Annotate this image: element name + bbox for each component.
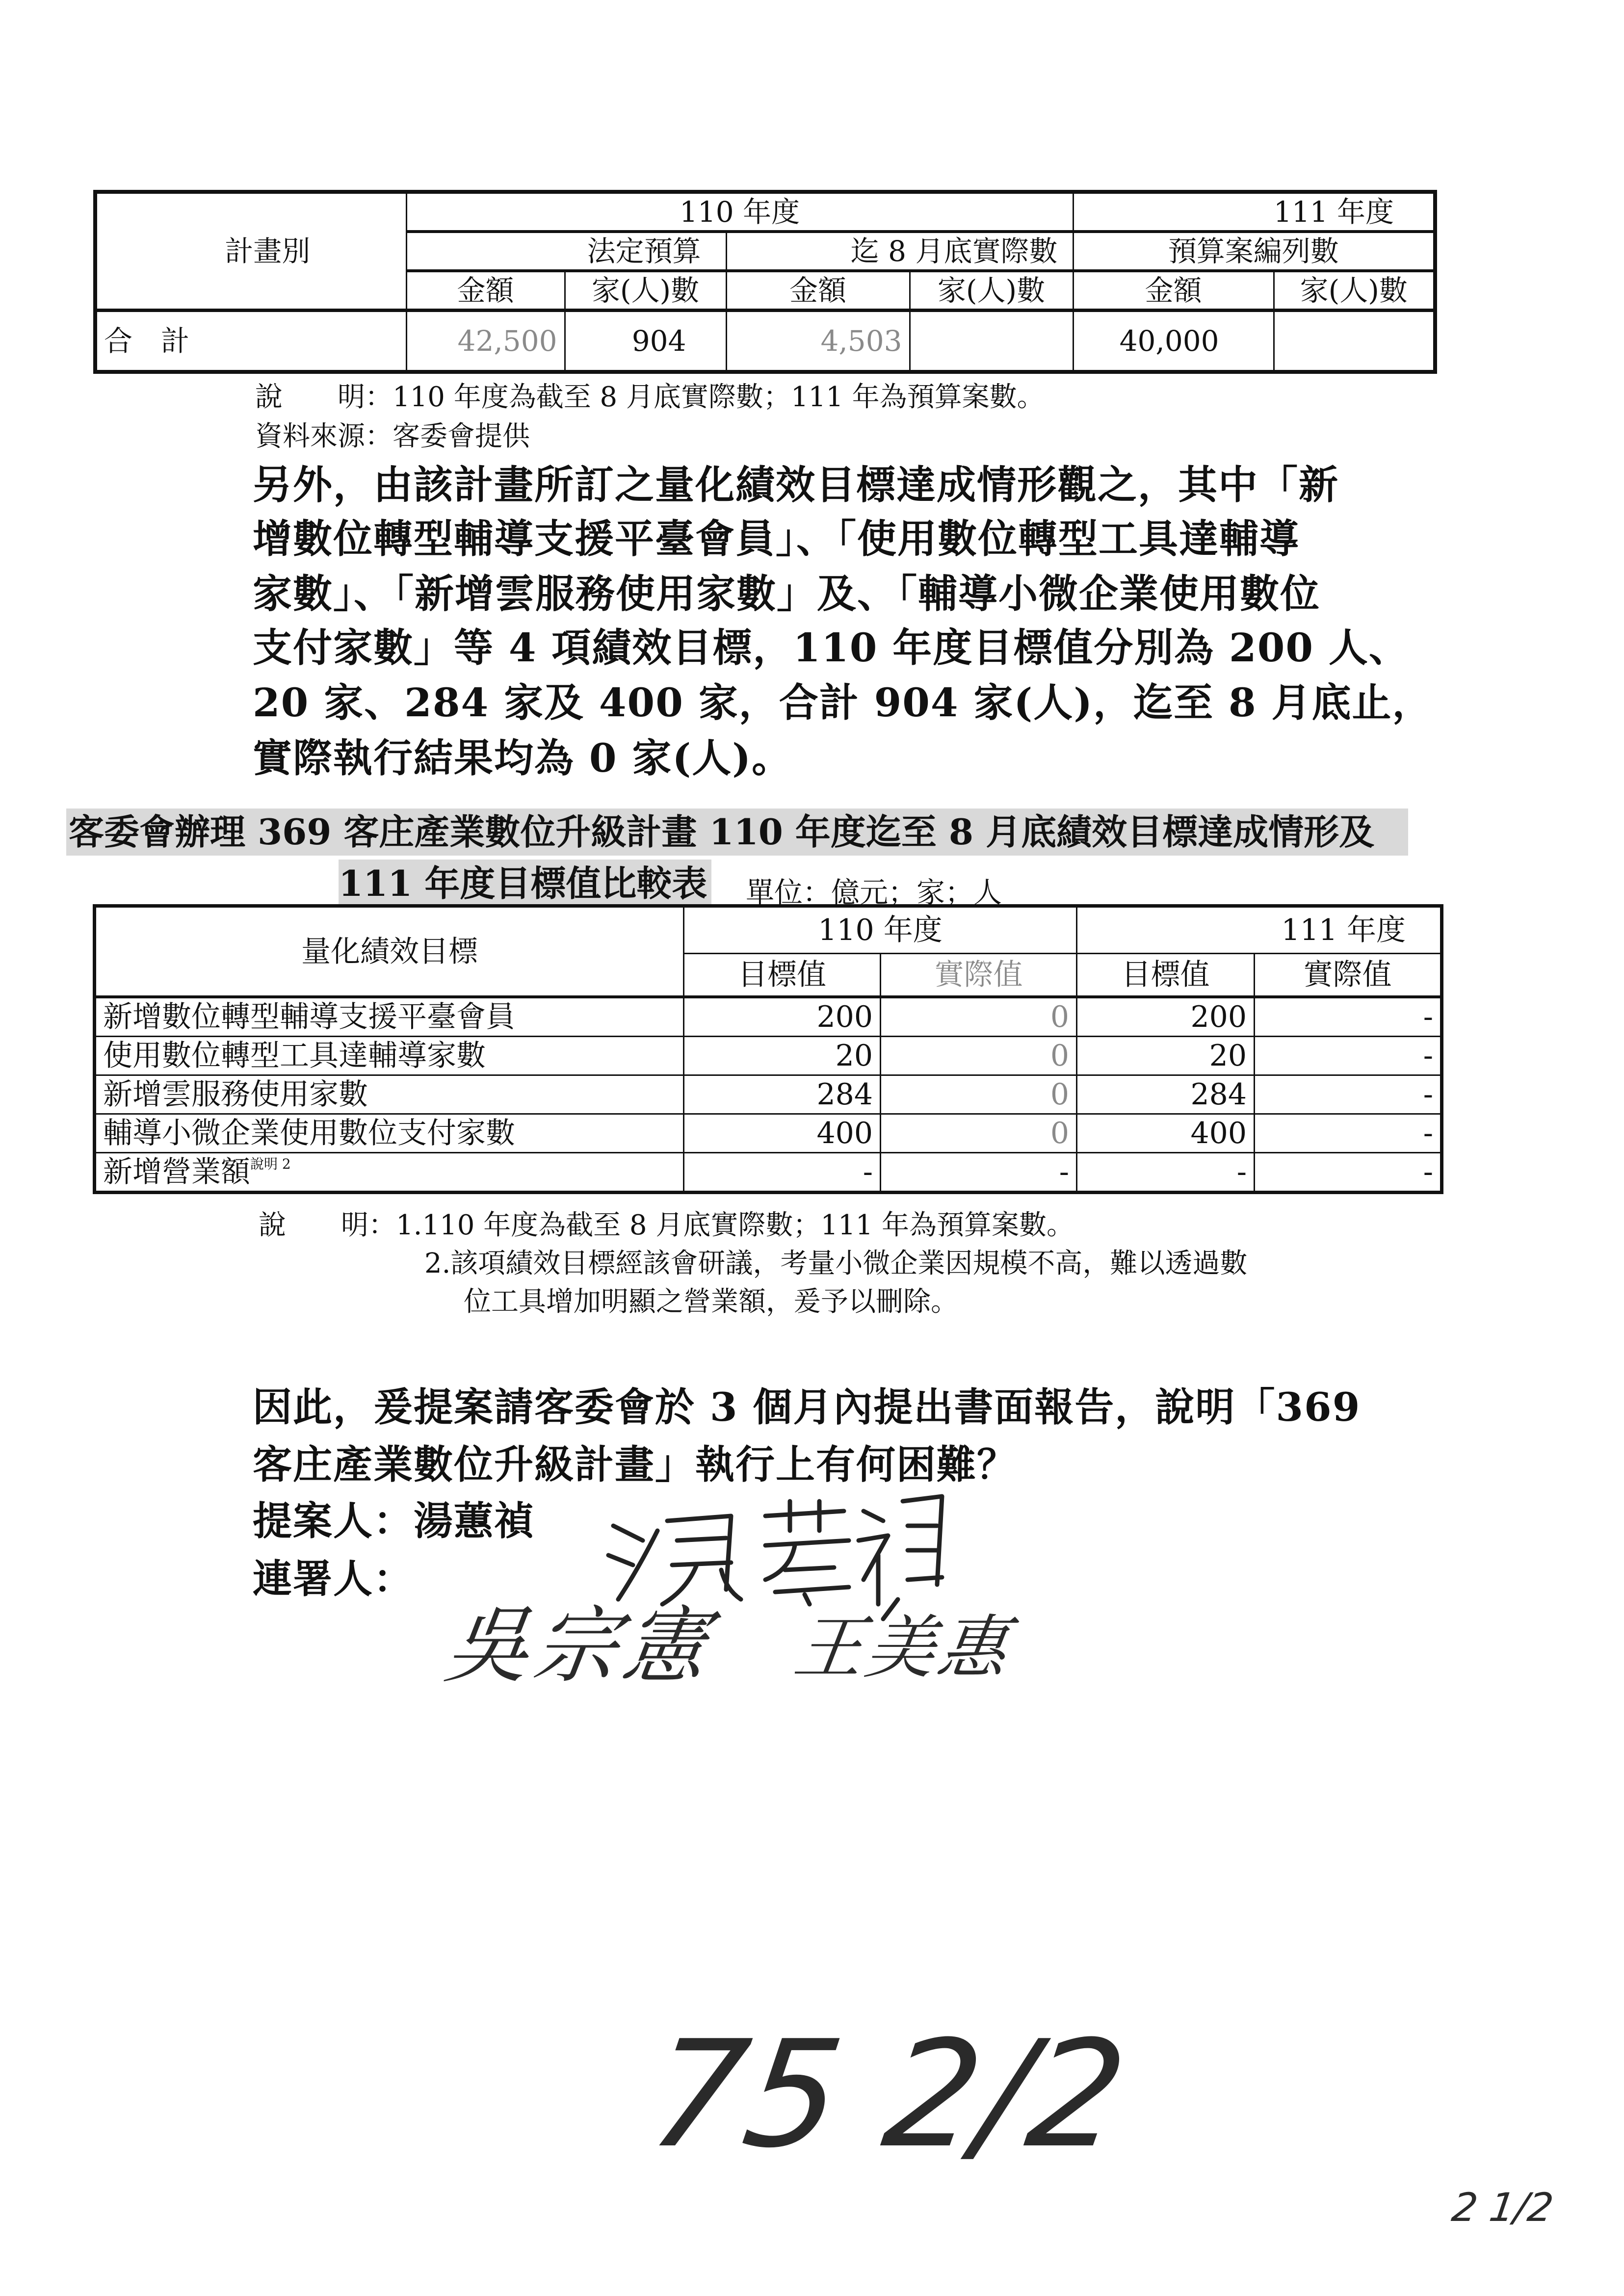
page-mark: 75 2/2 — [640, 2009, 1136, 2180]
paragraph-line: 增數位轉型輔導支援平臺會員」、「使用數位轉型工具達輔導 — [253, 516, 1300, 562]
paragraph-line: 因此，爰提案請客委會於 3 個月內提出書面報告，說明「369 — [253, 1384, 1361, 1430]
cell-111-actual: - — [1255, 1153, 1442, 1193]
header-amount: 金額 — [726, 271, 910, 311]
cell-111-actual: - — [1255, 997, 1442, 1037]
cell-111-target: 284 — [1077, 1075, 1255, 1114]
cell-111-target: 200 — [1077, 997, 1255, 1037]
cell-legal-households: 904 — [565, 311, 726, 372]
table1-note: 說 明：110 年度為截至 8 月底實際數；111 年為預算案數。 — [255, 381, 1045, 413]
proposer-label: 提案人：湯蕙禎 — [253, 1498, 534, 1544]
cell-actual-amount: 4,503 — [726, 311, 910, 372]
header-actual: 實際值 — [1255, 954, 1442, 997]
cell-111-actual: - — [1255, 1075, 1442, 1114]
paragraph-line: 支付家數」等 4 項績效目標，110 年度目標值分別為 200 人、 — [253, 625, 1409, 671]
goal-label: 輔導小微企業使用數位支付家數 — [95, 1114, 684, 1153]
header-year-111: 111 年度 — [1077, 906, 1442, 954]
cell-111-target: 20 — [1077, 1037, 1255, 1075]
cell-110-actual: 0 — [881, 1075, 1077, 1114]
table2-note-2: 2.該項績效目標經該會研議，考量小微企業因規模不高，難以透過數 — [424, 1248, 1248, 1279]
header-goal: 量化績效目標 — [95, 906, 684, 997]
paragraph-line: 客庄產業數位升級計畫」執行上有何困難？ — [253, 1441, 1017, 1487]
cell-111-target: 400 — [1077, 1114, 1255, 1153]
goal-label: 新增雲服務使用家數 — [95, 1075, 684, 1114]
goal-label-text: 新增營業額 — [103, 1155, 250, 1189]
goal-label: 使用數位轉型工具達輔導家數 — [95, 1037, 684, 1075]
header-households: 家(人)數 — [565, 271, 726, 311]
header-households: 家(人)數 — [910, 271, 1073, 311]
cell-110-actual: 0 — [881, 997, 1077, 1037]
cell-111-actual: - — [1255, 1037, 1442, 1075]
cell-111-actual: - — [1255, 1114, 1442, 1153]
cell-111-target: - — [1077, 1153, 1255, 1193]
cell-budget-amount: 40,000 — [1073, 311, 1274, 372]
cell-legal-amount: 42,500 — [406, 311, 565, 372]
header-plan: 計畫別 — [95, 192, 406, 311]
cosigner-signature-1: 吳宗憲 — [440, 1597, 718, 1695]
header-amount: 金額 — [1073, 271, 1274, 311]
cell-110-target: 400 — [684, 1114, 881, 1153]
row-label: 合 計 — [95, 311, 406, 372]
header-target: 目標值 — [1077, 954, 1255, 997]
corner-mark: 2 1/2 — [1449, 2185, 1556, 2230]
header-year-110: 110 年度 — [684, 906, 1077, 954]
cell-110-target: 284 — [684, 1075, 881, 1114]
table2-title-line2: 111 年度目標值比較表 — [339, 862, 707, 904]
cell-110-target: 200 — [684, 997, 881, 1037]
cosigner-signature-2: 王美惠 — [789, 1608, 1016, 1688]
goal-label: 新增數位轉型輔導支援平臺會員 — [95, 997, 684, 1037]
cosigner-label: 連署人： — [253, 1556, 414, 1602]
table2-note-3: 位工具增加明顯之營業額，爰予以刪除。 — [464, 1286, 958, 1318]
header-amount: 金額 — [406, 271, 565, 311]
header-legal-budget: 法定預算 — [406, 232, 726, 271]
cell-110-actual: - — [881, 1153, 1077, 1193]
header-households: 家(人)數 — [1274, 271, 1435, 311]
cell-110-target: 20 — [684, 1037, 881, 1075]
table2-unit: 單位：億元；家；人 — [746, 876, 1002, 909]
table2-title: 客委會辦理 369 客庄產業數位升級計畫 110 年度迄至 8 月底績效目標達成情形及 — [69, 811, 1375, 853]
header-year-111: 111 年度 — [1073, 192, 1435, 232]
footnote-ref: 說明 2 — [250, 1156, 291, 1172]
paragraph-line: 實際執行結果均為 0 家(人)。 — [253, 735, 792, 781]
paragraph-line: 家數」、「新增雲服務使用家數」及、「輔導小微企業使用數位 — [253, 571, 1320, 617]
table2-note-1: 說 明：1.110 年度為截至 8 月底實際數；111 年為預算案數。 — [259, 1209, 1074, 1241]
table1-source: 資料來源：客委會提供 — [255, 420, 530, 452]
header-year-110: 110 年度 — [406, 192, 1073, 232]
cell-110-target: - — [684, 1153, 881, 1193]
header-actual-aug: 迄 8 月底實際數 — [726, 232, 1073, 271]
paragraph-line: 20 家、284 家及 400 家，合計 904 家(人)，迄至 8 月底止， — [253, 679, 1433, 726]
header-target: 目標值 — [684, 954, 881, 997]
cell-110-actual: 0 — [881, 1114, 1077, 1153]
header-budget-listed: 預算案編列數 — [1073, 232, 1435, 271]
paragraph-line: 另外，由該計畫所訂之量化績效目標達成情形觀之，其中「新 — [253, 462, 1339, 508]
header-actual: 實際值 — [881, 954, 1077, 997]
cell-110-actual: 0 — [881, 1037, 1077, 1075]
